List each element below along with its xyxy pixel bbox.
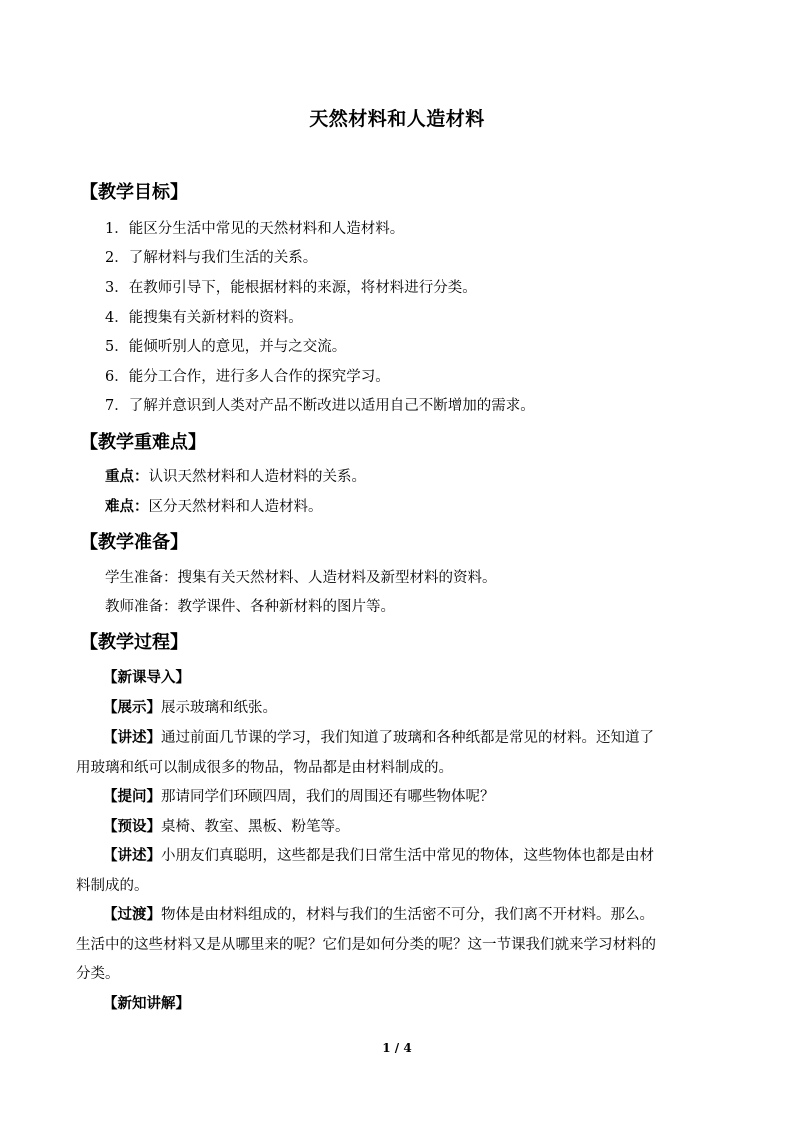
- page-number: 1 / 4: [382, 1041, 412, 1055]
- intro-heading: 【新课导入】: [103, 669, 190, 686]
- transition-line2: 生活中的这些材料又是从哪里来的呢？它们是如何分类的呢？这一节课我们就来学习材料的: [76, 937, 656, 953]
- lecture2-text: 小朋友们真聪明，这些都是我们日常生活中常见的物体，这些物体也都是由材: [161, 848, 654, 864]
- ask-text: 那请同学们环顾四周，我们的周围还有哪些物体呢？: [161, 789, 495, 805]
- document-title: 天然材料和人造材料: [309, 108, 485, 130]
- key-point-text: 认识天然材料和人造材料的关系。: [148, 469, 366, 485]
- difficult-point-label: 难点：: [105, 498, 149, 515]
- student-preparation: 学生准备：搜集有关天然材料、人造材料及新型材料的资料。: [105, 570, 497, 586]
- new-knowledge-heading: 【新知讲解】: [103, 995, 190, 1012]
- preparation-heading: 【教学准备】: [80, 532, 188, 553]
- lecture2-line1: [103, 846, 654, 866]
- preset-text: 桌椅、教室、黑板、粉笔等。: [161, 819, 350, 835]
- lecture1-text: 通过前面几节课的学习，我们知道了玻璃和各种纸都是常见的材料。还知道了: [161, 730, 654, 746]
- goal-item-1: 1．能区分生活中常见的天然材料和人造材料。: [105, 221, 405, 237]
- show-paragraph: [103, 698, 277, 718]
- show-label: 【展示】: [103, 699, 161, 716]
- key-point-line: [105, 467, 366, 487]
- ask-paragraph: [103, 787, 495, 807]
- show-text: 展示玻璃和纸张。: [161, 700, 277, 716]
- ask-label: 【提问】: [103, 788, 161, 805]
- difficult-point-text: 区分天然材料和人造材料。: [148, 499, 323, 515]
- goal-item-3: 3．在教师引导下，能根据材料的来源，将材料进行分类。: [105, 280, 477, 296]
- goal-item-2: 2．了解材料与我们生活的关系。: [105, 250, 318, 266]
- lecture2-line2: 料制成的。: [76, 878, 149, 894]
- transition-label: 【过渡】: [103, 906, 161, 923]
- key-point-label: 重点：: [105, 468, 149, 485]
- transition-line1: [103, 905, 654, 925]
- lecture1-line1: [103, 728, 654, 748]
- lecture2-label: 【讲述】: [103, 847, 161, 864]
- difficult-point-line: [105, 497, 323, 517]
- transition-line3: 分类。: [76, 966, 120, 982]
- goal-item-5: 5．能倾听别人的意见，并与之交流。: [105, 339, 347, 355]
- preset-label: 【预设】: [103, 818, 161, 835]
- goal-item-4: 4．能搜集有关新材料的资料。: [105, 310, 303, 326]
- goal-item-6: 6．能分工合作，进行多人合作的探究学习。: [105, 369, 390, 385]
- goal-item-7: 7．了解并意识到人类对产品不断改进以适用自己不断增加的需求。: [105, 398, 535, 414]
- process-heading: 【教学过程】: [80, 632, 188, 653]
- lecture1-label: 【讲述】: [103, 729, 161, 746]
- goals-heading: 【教学目标】: [80, 182, 188, 203]
- preset-paragraph: [103, 817, 350, 837]
- key-points-heading: 【教学重难点】: [80, 432, 206, 453]
- lecture1-line2: 用玻璃和纸可以制成很多的物品，物品都是由材料制成的。: [76, 760, 453, 776]
- transition-text: 物体是由材料组成的，材料与我们的生活密不可分，我们离不开材料。那么。: [161, 907, 654, 923]
- teacher-preparation: 教师准备：教学课件、各种新材料的图片等。: [105, 599, 395, 615]
